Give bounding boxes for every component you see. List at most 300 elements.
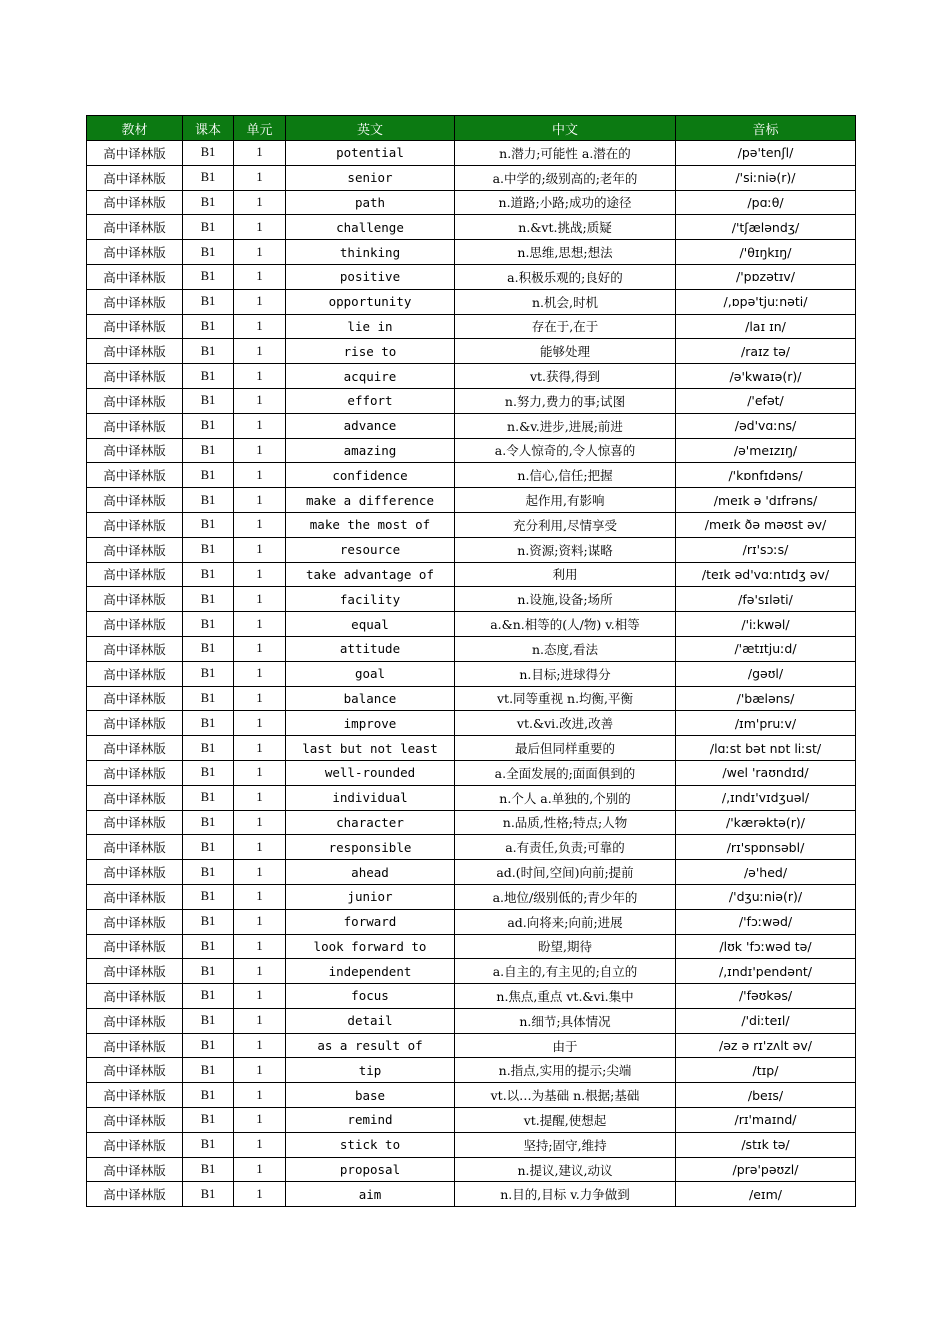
book-cell: B1 xyxy=(183,711,234,736)
unit-cell: 1 xyxy=(234,1008,286,1033)
chinese-cell: n.指点,实用的提示;尖端 xyxy=(455,1058,676,1083)
textbook-cell: 高中译林版 xyxy=(87,289,183,314)
unit-cell: 1 xyxy=(234,860,286,885)
table-row xyxy=(87,264,856,289)
book-cell: B1 xyxy=(183,612,234,637)
textbook-cell: 高中译林版 xyxy=(87,686,183,711)
book-cell: B1 xyxy=(183,686,234,711)
english-cell: independent xyxy=(286,959,455,984)
unit-cell: 1 xyxy=(234,240,286,265)
unit-cell: 1 xyxy=(234,1182,286,1207)
chinese-cell: n.提议,建议,动议 xyxy=(455,1157,676,1182)
phonetic-cell: /prə'pəʊzl/ xyxy=(676,1157,856,1182)
english-cell: potential xyxy=(286,141,455,166)
phonetic-cell: /'efət/ xyxy=(676,388,856,413)
english-cell: thinking xyxy=(286,240,455,265)
textbook-cell: 高中译林版 xyxy=(87,959,183,984)
english-cell: rise to xyxy=(286,339,455,364)
textbook-cell: 高中译林版 xyxy=(87,736,183,761)
unit-cell: 1 xyxy=(234,289,286,314)
phonetic-cell: /'bæləns/ xyxy=(676,686,856,711)
table-row xyxy=(87,413,856,438)
table-row xyxy=(87,1033,856,1058)
textbook-cell: 高中译林版 xyxy=(87,264,183,289)
header-phonetic: 音标 xyxy=(676,116,856,141)
chinese-cell: 坚持;固守,维持 xyxy=(455,1132,676,1157)
header-row xyxy=(87,116,856,141)
book-cell: B1 xyxy=(183,810,234,835)
phonetic-cell: /'fɔːwəd/ xyxy=(676,909,856,934)
english-cell: proposal xyxy=(286,1157,455,1182)
book-cell: B1 xyxy=(183,364,234,389)
english-cell: positive xyxy=(286,264,455,289)
unit-cell: 1 xyxy=(234,1058,286,1083)
book-cell: B1 xyxy=(183,785,234,810)
phonetic-cell: /rɪ'spɒnsəbl/ xyxy=(676,835,856,860)
textbook-cell: 高中译林版 xyxy=(87,537,183,562)
unit-cell: 1 xyxy=(234,835,286,860)
book-cell: B1 xyxy=(183,1157,234,1182)
book-cell: B1 xyxy=(183,1058,234,1083)
unit-cell: 1 xyxy=(234,339,286,364)
english-cell: improve xyxy=(286,711,455,736)
phonetic-cell: /stɪk tə/ xyxy=(676,1132,856,1157)
phonetic-cell: /'pɒzətɪv/ xyxy=(676,264,856,289)
english-cell: individual xyxy=(286,785,455,810)
english-cell: make the most of xyxy=(286,512,455,537)
unit-cell: 1 xyxy=(234,1132,286,1157)
phonetic-cell: /'fəʊkəs/ xyxy=(676,984,856,1009)
textbook-cell: 高中译林版 xyxy=(87,1033,183,1058)
table-row xyxy=(87,1058,856,1083)
textbook-cell: 高中译林版 xyxy=(87,240,183,265)
phonetic-cell: /fə'sɪləti/ xyxy=(676,587,856,612)
english-cell: forward xyxy=(286,909,455,934)
textbook-cell: 高中译林版 xyxy=(87,339,183,364)
chinese-cell: 由于 xyxy=(455,1033,676,1058)
english-cell: senior xyxy=(286,165,455,190)
textbook-cell: 高中译林版 xyxy=(87,884,183,909)
english-cell: challenge xyxy=(286,215,455,240)
chinese-cell: n.设施,设备;场所 xyxy=(455,587,676,612)
phonetic-cell: /'kɒnfɪdəns/ xyxy=(676,463,856,488)
unit-cell: 1 xyxy=(234,165,286,190)
phonetic-cell: /meɪk ðə məʊst əv/ xyxy=(676,512,856,537)
table-row xyxy=(87,1182,856,1207)
chinese-cell: vt.同等重视 n.均衡,平衡 xyxy=(455,686,676,711)
book-cell: B1 xyxy=(183,438,234,463)
english-cell: goal xyxy=(286,661,455,686)
unit-cell: 1 xyxy=(234,488,286,513)
phonetic-cell: /tɪp/ xyxy=(676,1058,856,1083)
table-row xyxy=(87,463,856,488)
english-cell: base xyxy=(286,1083,455,1108)
textbook-cell: 高中译林版 xyxy=(87,612,183,637)
book-cell: B1 xyxy=(183,1033,234,1058)
unit-cell: 1 xyxy=(234,1157,286,1182)
textbook-cell: 高中译林版 xyxy=(87,711,183,736)
book-cell: B1 xyxy=(183,1182,234,1207)
english-cell: lie in xyxy=(286,314,455,339)
book-cell: B1 xyxy=(183,215,234,240)
chinese-cell: n.信心,信任;把握 xyxy=(455,463,676,488)
english-cell: focus xyxy=(286,984,455,1009)
chinese-cell: n.细节;具体情况 xyxy=(455,1008,676,1033)
phonetic-cell: /'diːteɪl/ xyxy=(676,1008,856,1033)
unit-cell: 1 xyxy=(234,612,286,637)
unit-cell: 1 xyxy=(234,537,286,562)
phonetic-cell: /,ɒpə'tjuːnəti/ xyxy=(676,289,856,314)
textbook-cell: 高中译林版 xyxy=(87,860,183,885)
table-row xyxy=(87,587,856,612)
phonetic-cell: /gəʊl/ xyxy=(676,661,856,686)
unit-cell: 1 xyxy=(234,587,286,612)
chinese-cell: a.中学的;级别高的;老年的 xyxy=(455,165,676,190)
chinese-cell: n.&v.进步,进展;前进 xyxy=(455,413,676,438)
book-cell: B1 xyxy=(183,1008,234,1033)
book-cell: B1 xyxy=(183,463,234,488)
textbook-cell: 高中译林版 xyxy=(87,413,183,438)
phonetic-cell: /pɑːθ/ xyxy=(676,190,856,215)
chinese-cell: 利用 xyxy=(455,562,676,587)
unit-cell: 1 xyxy=(234,1108,286,1133)
chinese-cell: n.机会,时机 xyxy=(455,289,676,314)
textbook-cell: 高中译林版 xyxy=(87,984,183,1009)
english-cell: confidence xyxy=(286,463,455,488)
textbook-cell: 高中译林版 xyxy=(87,1108,183,1133)
chinese-cell: vt.提醒,使想起 xyxy=(455,1108,676,1133)
chinese-cell: vt.&vi.改进,改善 xyxy=(455,711,676,736)
header-book: 课本 xyxy=(183,116,234,141)
table-row xyxy=(87,835,856,860)
unit-cell: 1 xyxy=(234,686,286,711)
textbook-cell: 高中译林版 xyxy=(87,314,183,339)
textbook-cell: 高中译林版 xyxy=(87,1157,183,1182)
book-cell: B1 xyxy=(183,984,234,1009)
phonetic-cell: /əz ə rɪ'zʌlt əv/ xyxy=(676,1033,856,1058)
phonetic-cell: /raɪz tə/ xyxy=(676,339,856,364)
table-row xyxy=(87,661,856,686)
table-row xyxy=(87,289,856,314)
textbook-cell: 高中译林版 xyxy=(87,1083,183,1108)
textbook-cell: 高中译林版 xyxy=(87,587,183,612)
chinese-cell: 能够处理 xyxy=(455,339,676,364)
chinese-cell: n.态度,看法 xyxy=(455,636,676,661)
phonetic-cell: /beɪs/ xyxy=(676,1083,856,1108)
english-cell: detail xyxy=(286,1008,455,1033)
table-row xyxy=(87,388,856,413)
english-cell: ahead xyxy=(286,860,455,885)
table-row xyxy=(87,1157,856,1182)
unit-cell: 1 xyxy=(234,810,286,835)
table-row xyxy=(87,537,856,562)
textbook-cell: 高中译林版 xyxy=(87,1008,183,1033)
phonetic-cell: /lɑːst bət nɒt liːst/ xyxy=(676,736,856,761)
english-cell: responsible xyxy=(286,835,455,860)
phonetic-cell: /lʊk 'fɔːwəd tə/ xyxy=(676,934,856,959)
textbook-cell: 高中译林版 xyxy=(87,364,183,389)
chinese-cell: n.焦点,重点 vt.&vi.集中 xyxy=(455,984,676,1009)
chinese-cell: a.自主的,有主见的;自立的 xyxy=(455,959,676,984)
book-cell: B1 xyxy=(183,413,234,438)
phonetic-cell: /rɪ'maɪnd/ xyxy=(676,1108,856,1133)
chinese-cell: n.道路;小路;成功的途径 xyxy=(455,190,676,215)
phonetic-cell: /'kærəktə(r)/ xyxy=(676,810,856,835)
table-header xyxy=(87,116,856,141)
table-row xyxy=(87,339,856,364)
book-cell: B1 xyxy=(183,736,234,761)
textbook-cell: 高中译林版 xyxy=(87,190,183,215)
chinese-cell: a.全面发展的;面面俱到的 xyxy=(455,760,676,785)
phonetic-cell: /wel 'raʊndɪd/ xyxy=(676,760,856,785)
chinese-cell: 起作用,有影响 xyxy=(455,488,676,513)
unit-cell: 1 xyxy=(234,909,286,934)
unit-cell: 1 xyxy=(234,736,286,761)
chinese-cell: n.资源;资料;谋略 xyxy=(455,537,676,562)
phonetic-cell: /'θɪŋkɪŋ/ xyxy=(676,240,856,265)
table-row xyxy=(87,240,856,265)
unit-cell: 1 xyxy=(234,512,286,537)
chinese-cell: a.地位/级别低的;青少年的 xyxy=(455,884,676,909)
phonetic-cell: /'tʃæləndʒ/ xyxy=(676,215,856,240)
book-cell: B1 xyxy=(183,760,234,785)
book-cell: B1 xyxy=(183,339,234,364)
book-cell: B1 xyxy=(183,537,234,562)
textbook-cell: 高中译林版 xyxy=(87,1182,183,1207)
table-body xyxy=(87,141,856,1207)
table-row xyxy=(87,760,856,785)
book-cell: B1 xyxy=(183,190,234,215)
chinese-cell: n.思维,思想;想法 xyxy=(455,240,676,265)
english-cell: resource xyxy=(286,537,455,562)
textbook-cell: 高中译林版 xyxy=(87,909,183,934)
chinese-cell: 最后但同样重要的 xyxy=(455,736,676,761)
english-cell: remind xyxy=(286,1108,455,1133)
table-row xyxy=(87,1132,856,1157)
table-row xyxy=(87,512,856,537)
phonetic-cell: /əd'vɑːns/ xyxy=(676,413,856,438)
chinese-cell: a.令人惊奇的,令人惊喜的 xyxy=(455,438,676,463)
english-cell: path xyxy=(286,190,455,215)
header-unit: 单元 xyxy=(234,116,286,141)
table-row xyxy=(87,1108,856,1133)
table-row xyxy=(87,984,856,1009)
textbook-cell: 高中译林版 xyxy=(87,785,183,810)
unit-cell: 1 xyxy=(234,1083,286,1108)
textbook-cell: 高中译林版 xyxy=(87,810,183,835)
table-row xyxy=(87,934,856,959)
chinese-cell: n.&vt.挑战;质疑 xyxy=(455,215,676,240)
english-cell: aim xyxy=(286,1182,455,1207)
unit-cell: 1 xyxy=(234,785,286,810)
table-row xyxy=(87,1008,856,1033)
chinese-cell: 存在于,在于 xyxy=(455,314,676,339)
chinese-cell: n.品质,性格;特点;人物 xyxy=(455,810,676,835)
english-cell: look forward to xyxy=(286,934,455,959)
chinese-cell: a.有责任,负责;可靠的 xyxy=(455,835,676,860)
english-cell: tip xyxy=(286,1058,455,1083)
book-cell: B1 xyxy=(183,835,234,860)
english-cell: take advantage of xyxy=(286,562,455,587)
phonetic-cell: /,ɪndɪ'pendənt/ xyxy=(676,959,856,984)
unit-cell: 1 xyxy=(234,264,286,289)
table-row xyxy=(87,488,856,513)
english-cell: last but not least xyxy=(286,736,455,761)
book-cell: B1 xyxy=(183,512,234,537)
chinese-cell: 盼望,期待 xyxy=(455,934,676,959)
phonetic-cell: /ə'kwaɪə(r)/ xyxy=(676,364,856,389)
table-row xyxy=(87,1083,856,1108)
book-cell: B1 xyxy=(183,488,234,513)
table-row xyxy=(87,141,856,166)
unit-cell: 1 xyxy=(234,760,286,785)
unit-cell: 1 xyxy=(234,388,286,413)
phonetic-cell: /rɪ'sɔːs/ xyxy=(676,537,856,562)
phonetic-cell: /laɪ ɪn/ xyxy=(676,314,856,339)
book-cell: B1 xyxy=(183,860,234,885)
table-row xyxy=(87,190,856,215)
unit-cell: 1 xyxy=(234,562,286,587)
table-row xyxy=(87,736,856,761)
english-cell: balance xyxy=(286,686,455,711)
unit-cell: 1 xyxy=(234,959,286,984)
book-cell: B1 xyxy=(183,959,234,984)
phonetic-cell: /'siːniə(r)/ xyxy=(676,165,856,190)
textbook-cell: 高中译林版 xyxy=(87,512,183,537)
table-row xyxy=(87,810,856,835)
unit-cell: 1 xyxy=(234,314,286,339)
chinese-cell: n.努力,费力的事;试图 xyxy=(455,388,676,413)
english-cell: acquire xyxy=(286,364,455,389)
table-row xyxy=(87,884,856,909)
unit-cell: 1 xyxy=(234,141,286,166)
unit-cell: 1 xyxy=(234,661,286,686)
book-cell: B1 xyxy=(183,1132,234,1157)
textbook-cell: 高中译林版 xyxy=(87,661,183,686)
english-cell: advance xyxy=(286,413,455,438)
chinese-cell: n.目标;进球得分 xyxy=(455,661,676,686)
chinese-cell: vt.以…为基础 n.根据;基础 xyxy=(455,1083,676,1108)
table-row xyxy=(87,364,856,389)
phonetic-cell: /eɪm/ xyxy=(676,1182,856,1207)
book-cell: B1 xyxy=(183,909,234,934)
chinese-cell: a.积极乐观的;良好的 xyxy=(455,264,676,289)
english-cell: amazing xyxy=(286,438,455,463)
table-row xyxy=(87,785,856,810)
table-row xyxy=(87,860,856,885)
textbook-cell: 高中译林版 xyxy=(87,388,183,413)
header-chinese: 中文 xyxy=(455,116,676,141)
table-row xyxy=(87,909,856,934)
english-cell: as a result of xyxy=(286,1033,455,1058)
book-cell: B1 xyxy=(183,934,234,959)
english-cell: opportunity xyxy=(286,289,455,314)
unit-cell: 1 xyxy=(234,884,286,909)
header-english: 英文 xyxy=(286,116,455,141)
table-row xyxy=(87,438,856,463)
chinese-cell: n.个人 a.单独的,个别的 xyxy=(455,785,676,810)
table-row xyxy=(87,686,856,711)
unit-cell: 1 xyxy=(234,1033,286,1058)
unit-cell: 1 xyxy=(234,438,286,463)
english-cell: equal xyxy=(286,612,455,637)
book-cell: B1 xyxy=(183,314,234,339)
textbook-cell: 高中译林版 xyxy=(87,215,183,240)
phonetic-cell: /ɪm'pruːv/ xyxy=(676,711,856,736)
book-cell: B1 xyxy=(183,388,234,413)
phonetic-cell: /ə'meɪzɪŋ/ xyxy=(676,438,856,463)
chinese-cell: n.目的,目标 v.力争做到 xyxy=(455,1182,676,1207)
textbook-cell: 高中译林版 xyxy=(87,1058,183,1083)
phonetic-cell: /meɪk ə 'dɪfrəns/ xyxy=(676,488,856,513)
chinese-cell: vt.获得,得到 xyxy=(455,364,676,389)
phonetic-cell: /'ætɪtjuːd/ xyxy=(676,636,856,661)
english-cell: effort xyxy=(286,388,455,413)
unit-cell: 1 xyxy=(234,984,286,1009)
book-cell: B1 xyxy=(183,661,234,686)
unit-cell: 1 xyxy=(234,413,286,438)
chinese-cell: n.潜力;可能性 a.潜在的 xyxy=(455,141,676,166)
book-cell: B1 xyxy=(183,240,234,265)
book-cell: B1 xyxy=(183,1083,234,1108)
table-row xyxy=(87,711,856,736)
table-row xyxy=(87,314,856,339)
textbook-cell: 高中译林版 xyxy=(87,636,183,661)
chinese-cell: a.&n.相等的(人/物) v.相等 xyxy=(455,612,676,637)
english-cell: stick to xyxy=(286,1132,455,1157)
unit-cell: 1 xyxy=(234,364,286,389)
english-cell: attitude xyxy=(286,636,455,661)
textbook-cell: 高中译林版 xyxy=(87,463,183,488)
table-row xyxy=(87,636,856,661)
unit-cell: 1 xyxy=(234,190,286,215)
book-cell: B1 xyxy=(183,165,234,190)
textbook-cell: 高中译林版 xyxy=(87,562,183,587)
phonetic-cell: /teɪk əd'vɑːntɪdʒ əv/ xyxy=(676,562,856,587)
textbook-cell: 高中译林版 xyxy=(87,165,183,190)
textbook-cell: 高中译林版 xyxy=(87,141,183,166)
phonetic-cell: /ə'hed/ xyxy=(676,860,856,885)
book-cell: B1 xyxy=(183,141,234,166)
unit-cell: 1 xyxy=(234,711,286,736)
chinese-cell: ad.向将来;向前;进展 xyxy=(455,909,676,934)
textbook-cell: 高中译林版 xyxy=(87,438,183,463)
book-cell: B1 xyxy=(183,636,234,661)
table-row xyxy=(87,215,856,240)
english-cell: well-rounded xyxy=(286,760,455,785)
unit-cell: 1 xyxy=(234,215,286,240)
unit-cell: 1 xyxy=(234,934,286,959)
table-row xyxy=(87,165,856,190)
english-cell: junior xyxy=(286,884,455,909)
table-row xyxy=(87,562,856,587)
phonetic-cell: /pə'tenʃl/ xyxy=(676,141,856,166)
english-cell: make a difference xyxy=(286,488,455,513)
textbook-cell: 高中译林版 xyxy=(87,760,183,785)
book-cell: B1 xyxy=(183,1108,234,1133)
textbook-cell: 高中译林版 xyxy=(87,934,183,959)
unit-cell: 1 xyxy=(234,463,286,488)
phonetic-cell: /'dʒuːniə(r)/ xyxy=(676,884,856,909)
unit-cell: 1 xyxy=(234,636,286,661)
book-cell: B1 xyxy=(183,562,234,587)
book-cell: B1 xyxy=(183,264,234,289)
textbook-cell: 高中译林版 xyxy=(87,488,183,513)
english-cell: character xyxy=(286,810,455,835)
table-row xyxy=(87,959,856,984)
chinese-cell: ad.(时间,空间)向前;提前 xyxy=(455,860,676,885)
chinese-cell: 充分利用,尽情享受 xyxy=(455,512,676,537)
